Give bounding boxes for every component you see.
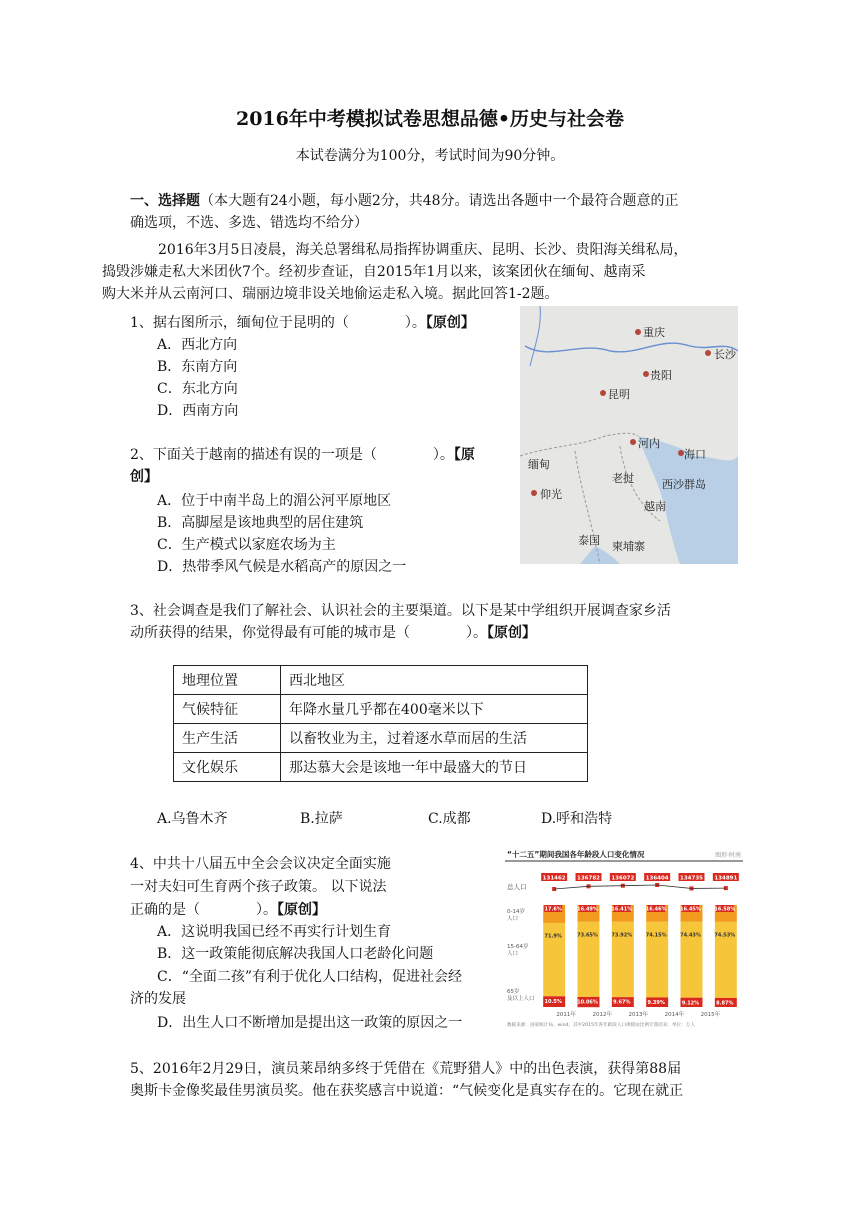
data-label: 74.43% xyxy=(680,932,701,939)
data-label: 16.49% xyxy=(577,906,598,913)
question-2-text: 2、下面关于越南的描述有误的一项是（ ）。 xyxy=(130,447,454,463)
total-value-label: 136072 xyxy=(611,875,635,882)
table-cell: 生产生活 xyxy=(174,724,281,753)
data-label: 9.39% xyxy=(647,1000,665,1007)
series-label: 65岁 xyxy=(507,989,520,995)
total-value-label: 134891 xyxy=(714,875,738,882)
data-label: 74.53% xyxy=(714,932,736,939)
data-label: 10.5% xyxy=(544,998,562,1005)
question-3-tag: 【原创】 xyxy=(487,625,536,641)
series-label: 15-64岁 xyxy=(507,944,529,950)
question-2-stem xyxy=(130,444,475,464)
question-1-stem xyxy=(130,312,475,332)
total-value-label: 136782 xyxy=(577,875,600,882)
x-tick-label: 2012年 xyxy=(592,1012,612,1018)
passage-line-1: 2016年3月5日凌晨，海关总署缉私局指挥协调重庆、昆明、长沙、贵阳海关缉私局， xyxy=(158,242,688,258)
map-label-vietnam: 越南 xyxy=(644,500,666,513)
question-3-line-1: 3、社会调查是我们了解社会、认识社会的主要渠道。以下是某中学组织开展调查家乡活 xyxy=(130,603,671,619)
chart-total-label: 总人口 xyxy=(507,883,527,891)
question-5-line-1: 5、2016年2月29日，演员莱昂纳多终于凭借在《荒野猎人》中的出色表演，获得第88届 xyxy=(130,1061,682,1077)
chart-source-badge: 图形·时南 xyxy=(715,852,741,859)
total-value-label: 131462 xyxy=(542,875,566,882)
question-2-option-c: C．生产模式以家庭农场为主 xyxy=(157,537,336,553)
series-label-2: 及以上人口 xyxy=(507,996,535,1002)
question-1-tag: 【原创】 xyxy=(425,315,475,331)
data-label: 9.12% xyxy=(681,1000,700,1007)
data-label: 8.87% xyxy=(716,1000,734,1007)
table-cell: 文化娱乐 xyxy=(174,753,281,782)
series-label: 0-14岁 xyxy=(507,909,525,915)
question-4-option-d: D．出生人口不断增加是提出这一政策的原因之一 xyxy=(157,1015,463,1031)
map-label-hanoi: 河内 xyxy=(638,437,660,450)
data-label: 73.92% xyxy=(611,932,633,939)
map-image xyxy=(520,306,738,564)
data-label: 16.58% xyxy=(714,906,736,913)
passage xyxy=(102,239,742,305)
x-tick-label: 2014年 xyxy=(664,1012,685,1018)
series-label-2: 人口 xyxy=(507,951,519,957)
total-value-label: 134735 xyxy=(680,875,703,882)
table-cell: 西北地区 xyxy=(281,666,588,695)
section-intro xyxy=(130,190,742,234)
series-label-2: 人口 xyxy=(507,916,519,922)
question-3-line-2: 动所获得的结果，你觉得最有可能的城市是（ ）。 xyxy=(130,625,487,641)
question-2-option-b: B．高脚屋是该地典型的居住建筑 xyxy=(157,515,364,531)
page-subtitle: 本试卷满分为100分，考试时间为90分钟。 xyxy=(295,148,565,164)
passage-line-3: 购大米并从云南河口、瑞丽边境非设关地偷运走私入境。据此回答1-2题。 xyxy=(102,286,559,302)
question-5 xyxy=(130,1058,742,1102)
chart-title: “十二五”期间我国各年龄段人口变化情况 xyxy=(507,850,645,859)
data-label: 10.06% xyxy=(577,999,598,1006)
x-tick-label: 2011年 xyxy=(556,1012,576,1018)
map-label-cambodia: 柬埔寨 xyxy=(612,540,645,553)
table-row xyxy=(174,666,588,695)
chart-footnote: 数据来源：国家统计局、wind。其中2015年各年龄段人口规模由比例计算而来；单位：万人 xyxy=(507,1023,695,1028)
question-1-option-d: D．西南方向 xyxy=(157,403,239,419)
map-label-haikou: 海口 xyxy=(684,448,706,461)
question-2-tag-b: 创】 xyxy=(130,469,158,485)
data-label: 16.45% xyxy=(680,906,701,913)
question-3-option-a: A.乌鲁木齐 xyxy=(157,811,228,827)
survey-table xyxy=(173,665,588,782)
question-2-tag-a: 【原 xyxy=(453,447,475,463)
population-chart xyxy=(505,847,743,1030)
table-cell: 地理位置 xyxy=(174,666,281,695)
question-4-line-2: 一对夫妇可生育两个孩子政策。 以下说法 xyxy=(130,879,387,895)
map-label-laos: 老挝 xyxy=(612,472,634,485)
population-chart-svg xyxy=(505,847,743,1030)
map-label-myanmar: 缅甸 xyxy=(528,458,550,471)
map-label-yangon: 仰光 xyxy=(540,488,562,501)
question-3-option-c: C.成都 xyxy=(428,811,471,827)
section-heading: 一、选择题 xyxy=(130,193,200,209)
data-label: 73.65% xyxy=(577,932,598,939)
question-4-tag: 【原创】 xyxy=(277,902,326,918)
question-4-line-3 xyxy=(130,899,326,919)
question-4-text: 正确的是（ ）。 xyxy=(130,902,277,918)
question-5-line-2: 奥斯卡金像奖最佳男演员奖。他在获奖感言中说道：“气候变化是真实存在的。它现在就正 xyxy=(130,1083,684,1099)
data-label: 16.41% xyxy=(611,906,633,913)
question-2-option-a: A．位于中南半岛上的湄公河平原地区 xyxy=(157,493,392,509)
map-label-xisha: 西沙群岛 xyxy=(662,478,706,491)
total-value-label: 136404 xyxy=(645,875,669,882)
table-cell: 以畜牧业为主，过着逐水草而居的生活 xyxy=(281,724,588,753)
passage-line-2: 捣毁涉嫌走私大米团伙7个。经初步查证，自2015年1月以来，该案团伙在缅甸、越南采 xyxy=(102,264,646,280)
table-cell: 年降水量几乎都在400毫米以下 xyxy=(281,695,588,724)
table-row xyxy=(174,753,588,782)
map-label-guiyang: 贵阳 xyxy=(650,369,672,382)
map-label-chongqing: 重庆 xyxy=(643,326,665,339)
question-3-option-d: D.呼和浩特 xyxy=(541,811,613,827)
question-1-text: 1、据右图所示，缅甸位于昆明的（ ）。 xyxy=(130,315,426,331)
question-3-stem xyxy=(130,600,742,644)
data-label: 17.6% xyxy=(544,906,562,913)
question-1-option-c: C．东北方向 xyxy=(157,381,238,397)
map-label-changsha: 长沙 xyxy=(714,348,736,361)
question-4-line-1: 4、中共十八届五中全会会议决定全面实施 xyxy=(130,856,391,872)
page-title: 2016年中考模拟试卷思想品德•历史与社会卷 xyxy=(235,108,625,130)
data-label: 9.67% xyxy=(613,999,631,1006)
x-tick-label: 2015年 xyxy=(700,1012,721,1018)
total-line xyxy=(554,885,726,889)
question-4-option-c-cont: 济的发展 xyxy=(130,991,186,1007)
question-2-option-d: D．热带季风气候是水稻高产的原因之一 xyxy=(157,559,407,575)
data-label: 16.46% xyxy=(645,906,667,913)
question-4-option-b: B．这一政策能彻底解决我国人口老龄化问题 xyxy=(157,946,434,962)
data-label: 74.15% xyxy=(645,932,667,939)
map-label-thailand: 泰国 xyxy=(578,534,600,547)
table-cell: 气候特征 xyxy=(174,695,281,724)
map-graphic xyxy=(520,306,738,564)
x-tick-label: 2013年 xyxy=(628,1012,649,1018)
table-row xyxy=(174,695,588,724)
section-instructions-2: 确选项，不选、多选、错选均不给分） xyxy=(130,215,368,231)
section-instructions-1: （本大题有24小题，每小题2分，共48分。请选出各题中一个最符合题意的正 xyxy=(200,193,679,209)
map-label-kunming: 昆明 xyxy=(608,388,630,401)
table-cell: 那达慕大会是该地一年中最盛大的节日 xyxy=(281,753,588,782)
table-row xyxy=(174,724,588,753)
question-3-option-b: B.拉萨 xyxy=(300,811,343,827)
question-4-option-a: A．这说明我国已经不再实行计划生育 xyxy=(157,924,392,940)
data-label: 71.9% xyxy=(544,933,562,940)
question-1-option-b: B．东南方向 xyxy=(157,359,238,375)
question-4-option-c: C．“全面二孩”有利于优化人口结构，促进社会经 xyxy=(157,969,463,985)
question-1-option-a: A．西北方向 xyxy=(157,337,238,353)
